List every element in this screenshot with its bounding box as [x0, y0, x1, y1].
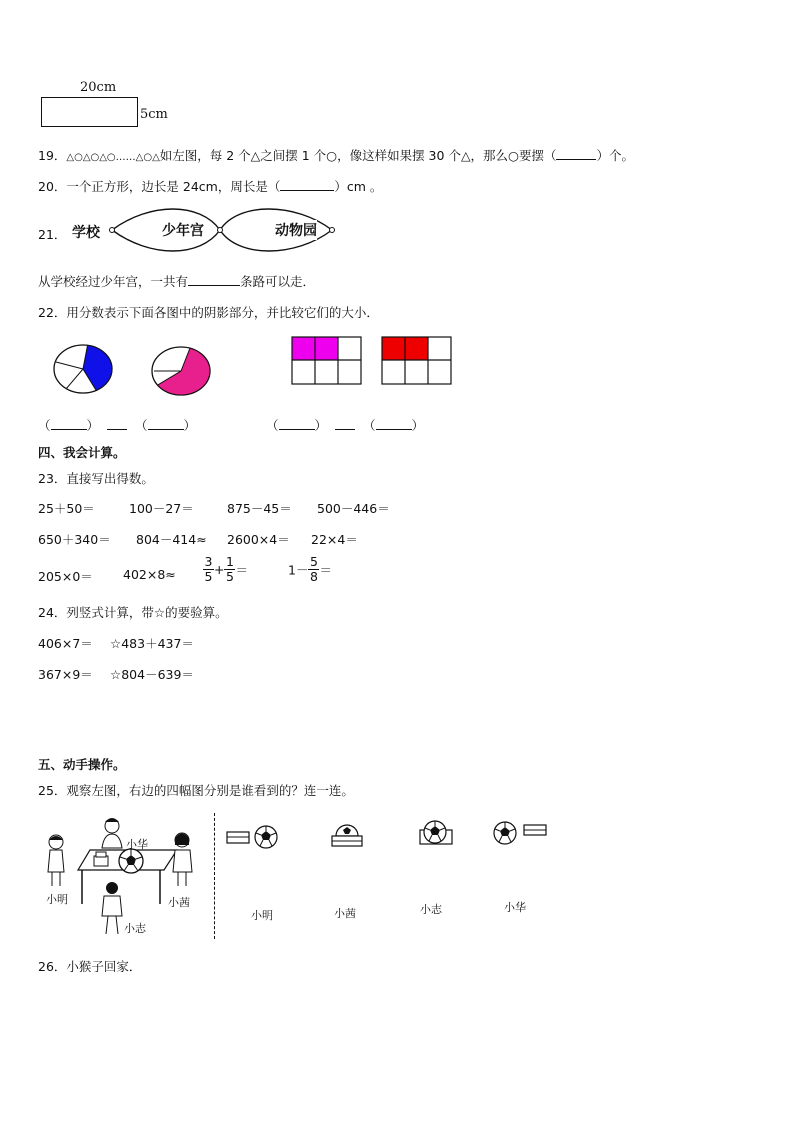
view-label-2: 小茜 — [334, 907, 356, 920]
question-20 — [38, 177, 382, 195]
section-5-title: 五、动手操作。 — [38, 757, 126, 772]
grid-compare-blank[interactable] — [335, 429, 355, 430]
view-ball-box-icon — [492, 820, 550, 846]
q23-r1c1: 25＋50＝ — [38, 501, 95, 516]
scene-label-xiaoqian: 小茜 — [168, 896, 190, 909]
place-youth-palace: 少年宫 — [162, 220, 204, 240]
fraction-5-8: $\frac{5}{8}$ — [309, 554, 318, 584]
pie2-answer-blank[interactable] — [148, 429, 184, 430]
view-label-1: 小明 — [251, 909, 273, 922]
question-24: 24．列竖式计算，带☆的要验算。 — [38, 605, 228, 620]
scene-label-xiaoming: 小明 — [46, 893, 68, 906]
q23-r2c2: 804－414≈ — [136, 532, 207, 547]
scene-label-xiaohua: 小华 — [126, 838, 148, 851]
question-25: 25．观察左图，右边的四幅图分别是谁看到的？连一连。 — [38, 783, 354, 798]
q23-fraction-sub: 1－ $\frac{5}{8}$ ＝ — [288, 554, 332, 584]
grid2-answer-blank[interactable] — [376, 429, 412, 430]
place-zoo: 动物园 — [275, 220, 317, 240]
question-23: 23．直接写出得数。 — [38, 471, 154, 486]
grid-magenta — [292, 337, 364, 387]
question-22: 22．用分数表示下面各图中的阴影部分，并比较它们的大小． — [38, 305, 379, 320]
pie-compare-blank[interactable] — [107, 429, 127, 430]
q23-r1c3: 875－45＝ — [227, 501, 292, 516]
q21-answer-blank[interactable] — [188, 285, 240, 286]
dashed-divider — [214, 813, 215, 939]
q24-r1c1: 406×7＝ — [38, 636, 93, 651]
section-4-title: 四、我会计算。 — [38, 445, 126, 460]
q19-answer-blank[interactable] — [556, 159, 596, 160]
q19-text: 如左图，每 2 个△之间摆 1 个○，像这样如果摆 30 个△，那么○要摆（ — [159, 148, 557, 163]
q23-r2c4: 22×4＝ — [311, 532, 358, 547]
view-ball-behind-box-icon — [330, 822, 364, 848]
fraction-1-5: $\frac{1}{5}$ — [226, 554, 234, 584]
q19-end: ）个。 — [596, 148, 634, 163]
pie-blue — [52, 343, 114, 395]
q23-r1c2: 100－27＝ — [129, 501, 194, 516]
grid1-answer-blank[interactable] — [279, 429, 315, 430]
q23-r2c3: 2600×4＝ — [227, 532, 290, 547]
q23-r3c1: 205×0＝ — [38, 569, 93, 584]
q24-r2c1: 367×9＝ — [38, 667, 93, 682]
q21-question-line — [38, 272, 315, 290]
q21-after: 条路可以走． — [240, 274, 316, 289]
view-box-ball-icon — [226, 824, 280, 850]
q23-r1c4: 500－446＝ — [317, 501, 390, 516]
rect-figure — [41, 97, 138, 127]
view-ball-on-box-icon — [418, 820, 454, 848]
q23-fraction-sum: $\frac{3}{5}$ + $\frac{1}{5}$ ＝ — [204, 554, 248, 584]
grid-red — [382, 337, 454, 387]
q19-shapes: △○△○△○……△○△ — [66, 152, 160, 163]
q20-text: 20．一个正方形，边长是 24cm，周长是（ — [38, 179, 281, 194]
q20-end: ）cm 。 — [334, 179, 383, 194]
q24-r2c2: ☆804－639＝ — [110, 667, 194, 682]
q21-number: 21． — [38, 227, 67, 242]
q24-r1c2: ☆483＋437＝ — [110, 636, 194, 651]
q21-before: 从学校经过少年宫，一共有 — [38, 274, 189, 289]
q22-answer-row-pies: （ ） （ ） — [38, 418, 197, 433]
question-19 — [38, 146, 634, 164]
scene-label-xiaozhi: 小志 — [124, 922, 146, 935]
pie-pink — [150, 345, 212, 397]
place-school: 学校 — [72, 225, 100, 241]
q19-number: 19． — [38, 148, 67, 163]
rect-height-label: 5cm — [140, 107, 168, 122]
view-label-3: 小志 — [420, 903, 442, 916]
q22-answer-row-grids: （ ） （ ） — [266, 418, 425, 433]
q23-r3c2: 402×8≈ — [123, 567, 176, 582]
rect-width-label: 20cm — [80, 80, 117, 95]
pie1-answer-blank[interactable] — [51, 429, 87, 430]
q20-answer-blank[interactable] — [280, 190, 334, 191]
question-26: 26．小猴子回家． — [38, 959, 142, 974]
view-label-4: 小华 — [504, 901, 526, 914]
fraction-3-5: $\frac{3}{5}$ — [204, 554, 213, 584]
q23-r2c1: 650＋340＝ — [38, 532, 111, 547]
